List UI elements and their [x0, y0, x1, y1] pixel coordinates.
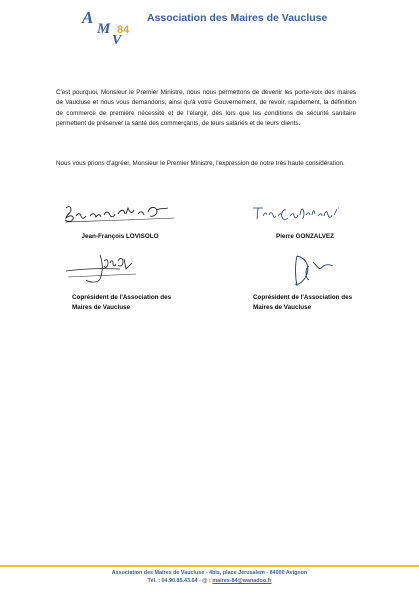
svg-text:V: V	[112, 33, 122, 46]
signatory-name-1: Jean-François LOVISOLO	[81, 233, 159, 240]
signatory-role-1: Coprésident de l'Association des Maires de Vaucluse	[72, 294, 172, 311]
signature-lower-right	[283, 252, 343, 290]
footer-phone: Tél. : 04.90.85.43.64 - @ :	[147, 578, 213, 584]
svg-text:84: 84	[117, 24, 130, 36]
footer-rule	[0, 565, 419, 567]
svg-text:M: M	[97, 21, 111, 37]
letter-paragraph-2: Nous vous prions d'agréer, Monsieur le Premier Ministre, l'expression de notre très haute considération.	[56, 160, 345, 167]
footer-address: Association des Maires de Vaucluse - 4bis, place Jérusalem - 84000 Avignon	[111, 570, 308, 576]
handwritten-note-gonzalvez	[250, 202, 345, 222]
svg-text:A: A	[82, 8, 94, 27]
org-title: Association des Maires de Vaucluse	[147, 12, 328, 24]
footer-email-link[interactable]: maires-84@wanadoo.fr	[212, 578, 272, 584]
amv84-logo	[80, 6, 140, 46]
signatory-role-2: Coprésident de l'Association des Maires de Vaucluse	[253, 294, 353, 311]
signature-lower-left	[60, 247, 140, 287]
footer-contact	[0, 578, 419, 584]
signature-lovisolo	[62, 200, 177, 226]
letter-paragraph-1: C'est pourquoi, Monsieur le Premier Ministre, nous nous permettons de devenir les porte-voix des maires de Vaucluse et nous vous demandons, ainsi qu'à votre Gouvernement, de revoir, rapidement, la définition de commerce de première nécessité et de l'élargir, dès lors que les conditions de sécurité sanitaire permettent de préserver la santé des commerçants, de leurs salariés et de leurs clients.	[56, 89, 356, 128]
signatory-name-2: Pierre GONZALVEZ	[276, 233, 334, 240]
